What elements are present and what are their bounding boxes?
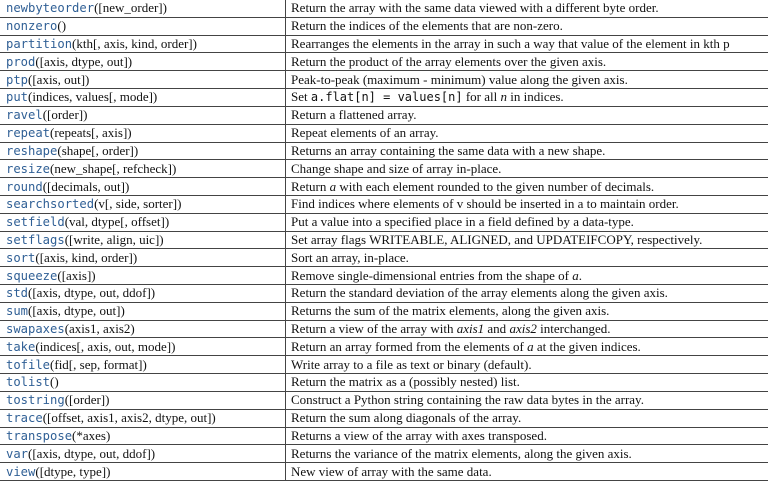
method-signature-cell xyxy=(0,267,286,285)
method-name-link[interactable]: sum xyxy=(6,304,29,319)
description-fragment: . xyxy=(578,267,582,283)
method-description-cell xyxy=(286,17,768,35)
description-fragment: Set xyxy=(291,89,311,105)
method-arguments: ([axis, dtype, out]) xyxy=(28,303,125,319)
method-description: Return the standard deviation of the array elements along the given axis. xyxy=(291,285,668,301)
method-signature-cell xyxy=(0,409,286,427)
method-description-cell xyxy=(286,106,768,124)
method-description: Return a flattened array. xyxy=(291,107,417,123)
method-arguments: ([axis, kind, order]) xyxy=(35,249,138,265)
method-arguments: ([axis, out]) xyxy=(28,71,90,87)
table-row xyxy=(0,463,768,481)
method-description: Change shape and size of array in-place. xyxy=(291,160,502,176)
method-description-cell xyxy=(286,338,768,356)
method-description: Find indices where elements of v should be inserted in a to maintain order. xyxy=(291,196,679,212)
method-description-cell xyxy=(286,409,768,427)
method-name-link[interactable]: resize xyxy=(6,161,51,176)
method-signature-cell xyxy=(0,71,286,89)
description-fragment: in indices. xyxy=(507,89,564,105)
method-signature-cell xyxy=(0,142,286,160)
method-description-cell xyxy=(286,320,768,338)
method-description-cell xyxy=(286,249,768,267)
method-signature-cell xyxy=(0,427,286,445)
table-row xyxy=(0,89,768,107)
method-signature-cell xyxy=(0,53,286,71)
method-description-cell xyxy=(286,0,768,17)
method-arguments: (indices, values[, mode]) xyxy=(28,89,158,105)
method-description: Rearranges the elements in the array in such a way that value of the element in kth p xyxy=(291,36,730,52)
method-signature-cell xyxy=(0,178,286,196)
method-signature-cell xyxy=(0,0,286,17)
method-description: Write array to a file as text or binary (default). xyxy=(291,356,532,372)
method-signature-cell xyxy=(0,35,286,53)
method-name-link[interactable]: nonzero xyxy=(6,19,58,34)
method-description: Returns a view of the array with axes transposed. xyxy=(291,427,547,443)
method-name-link[interactable]: var xyxy=(6,446,29,461)
method-signature-cell xyxy=(0,391,286,409)
description-fragment: axis1 xyxy=(456,321,485,337)
method-description: Return the indices of the elements that are non-zero. xyxy=(291,18,563,34)
method-name-link[interactable]: setfield xyxy=(6,215,65,230)
method-description-cell xyxy=(286,89,768,107)
method-name-link[interactable]: tostring xyxy=(6,393,65,408)
method-name-link[interactable]: setflags xyxy=(6,232,65,247)
table-row xyxy=(0,356,768,374)
method-description: Return the matrix as a (possibly nested) list. xyxy=(291,374,520,390)
method-name-link[interactable]: put xyxy=(6,90,29,105)
method-description: Peak-to-peak (maximum - minimum) value along the given axis. xyxy=(291,71,628,87)
method-arguments: ([offset, axis1, axis2, dtype, out]) xyxy=(42,410,216,426)
method-description-cell xyxy=(286,356,768,374)
method-arguments: ([order]) xyxy=(42,107,88,123)
table-row xyxy=(0,213,768,231)
method-description: Repeat elements of an array. xyxy=(291,125,439,141)
method-signature-cell xyxy=(0,302,286,320)
method-name-link[interactable]: view xyxy=(6,464,36,479)
method-signature-cell xyxy=(0,213,286,231)
method-arguments: (shape[, order]) xyxy=(57,142,139,158)
method-arguments: (indices[, axis, out, mode]) xyxy=(35,338,176,354)
method-description: New view of array with the same data. xyxy=(291,463,492,479)
method-description-cell xyxy=(286,374,768,392)
table-row xyxy=(0,71,768,89)
method-description: Returns an array containing the same data with a new shape. xyxy=(291,142,606,158)
method-arguments: ([axis, dtype, out, ddof]) xyxy=(28,445,156,461)
method-arguments: (fid[, sep, format]) xyxy=(50,356,147,372)
method-description-cell xyxy=(286,53,768,71)
method-name-link[interactable]: round xyxy=(6,179,43,194)
method-arguments: (kth[, axis, kind, order]) xyxy=(72,36,197,52)
method-signature-cell xyxy=(0,463,286,481)
method-description: Returns the sum of the matrix elements, along the given axis. xyxy=(291,303,610,319)
method-name-link[interactable]: tofile xyxy=(6,357,51,372)
method-description-cell xyxy=(286,178,768,196)
method-description-cell xyxy=(286,142,768,160)
table-row xyxy=(0,231,768,249)
table-row xyxy=(0,178,768,196)
method-description-cell xyxy=(286,463,768,481)
method-arguments: (repeats[, axis]) xyxy=(50,125,132,141)
method-signature-cell xyxy=(0,374,286,392)
method-description-cell xyxy=(286,391,768,409)
table-row xyxy=(0,285,768,303)
table-row xyxy=(0,35,768,53)
method-description: Set array flags WRITEABLE, ALIGNED, and UPDATEIFCOPY, respectively. xyxy=(291,231,703,247)
table-row xyxy=(0,0,768,17)
method-description-cell xyxy=(286,285,768,303)
method-signature-cell xyxy=(0,195,286,213)
description-fragment: Remove single-dimensional entries from the shape of xyxy=(291,267,573,283)
description-fragment: Return a view of the array with xyxy=(291,321,457,337)
description-fragment: at the given indices. xyxy=(533,338,641,354)
method-signature-cell xyxy=(0,249,286,267)
method-name-link[interactable]: swapaxes xyxy=(6,322,65,337)
method-description-cell xyxy=(286,195,768,213)
method-name-link[interactable]: transpose xyxy=(6,428,73,443)
method-signature-cell xyxy=(0,445,286,463)
method-arguments: ([new_order]) xyxy=(94,0,167,16)
method-arguments: ([write, align, uic]) xyxy=(64,231,164,247)
table-row xyxy=(0,106,768,124)
method-name-link[interactable]: trace xyxy=(6,411,43,426)
description-fragment: axis2 xyxy=(509,321,537,337)
method-name-link[interactable]: repeat xyxy=(6,126,51,141)
method-description-cell xyxy=(286,231,768,249)
description-fragment: for all xyxy=(462,89,501,105)
method-arguments: ([decimals, out]) xyxy=(42,178,130,194)
method-description-cell xyxy=(286,124,768,142)
table-row xyxy=(0,409,768,427)
description-fragment: a xyxy=(527,338,534,354)
description-fragment: a xyxy=(572,267,579,283)
method-arguments: (v[, side, sorter]) xyxy=(94,196,182,212)
method-arguments: ([axis, dtype, out, ddof]) xyxy=(28,285,156,301)
method-arguments: ([order]) xyxy=(64,392,110,408)
method-arguments: (axis1, axis2) xyxy=(64,321,135,337)
method-arguments: ([axis, dtype, out]) xyxy=(35,53,133,69)
table-row xyxy=(0,338,768,356)
method-description-cell xyxy=(286,71,768,89)
method-arguments: () xyxy=(57,18,67,34)
description-fragment: a.flat[n] = values[n] xyxy=(310,90,463,105)
method-arguments: () xyxy=(50,374,59,390)
method-signature-cell xyxy=(0,338,286,356)
method-signature-cell xyxy=(0,106,286,124)
description-fragment: interchanged. xyxy=(536,321,611,337)
method-name-link[interactable]: squeeze xyxy=(6,268,58,283)
table-row xyxy=(0,320,768,338)
method-description-cell xyxy=(286,213,768,231)
table-row xyxy=(0,17,768,35)
method-name-link[interactable]: partition xyxy=(6,37,73,52)
method-description: Construct a Python string containing the raw data bytes in the array. xyxy=(291,392,644,408)
table-row xyxy=(0,142,768,160)
method-description: Return the array with the same data viewed with a different byte order. xyxy=(291,0,659,16)
method-description: Returns the variance of the matrix elements, along the given axis. xyxy=(291,445,632,461)
method-description: Put a value into a specified place in a field defined by a data-type. xyxy=(291,214,634,230)
table-row xyxy=(0,391,768,409)
description-fragment: a xyxy=(329,178,337,194)
table-row xyxy=(0,160,768,178)
method-name-link[interactable]: prod xyxy=(6,54,36,69)
method-description: Return the product of the array elements over the given axis. xyxy=(291,53,607,69)
method-signature-cell xyxy=(0,356,286,374)
method-arguments: (val, dtype[, offset]) xyxy=(64,214,170,230)
table-row xyxy=(0,124,768,142)
method-name-link[interactable]: sort xyxy=(6,250,36,265)
method-signature-cell xyxy=(0,320,286,338)
method-arguments: (*axes) xyxy=(72,427,111,443)
table-row xyxy=(0,249,768,267)
method-description: Return the sum along diagonals of the array. xyxy=(291,410,522,426)
method-description-cell xyxy=(286,267,768,285)
table-row xyxy=(0,302,768,320)
method-name-link[interactable]: ptp xyxy=(6,72,29,87)
method-description-cell xyxy=(286,302,768,320)
table-row xyxy=(0,53,768,71)
method-name-link[interactable]: ravel xyxy=(6,108,43,123)
method-arguments: ([dtype, type]) xyxy=(35,463,111,479)
method-signature-cell xyxy=(0,124,286,142)
method-description-cell xyxy=(286,160,768,178)
method-signature-cell xyxy=(0,285,286,303)
table-row xyxy=(0,195,768,213)
description-fragment: and xyxy=(484,321,510,337)
method-description-cell xyxy=(286,427,768,445)
method-name-link[interactable]: std xyxy=(6,286,29,301)
method-name-link[interactable]: take xyxy=(6,339,36,354)
description-fragment: Return an array formed from the elements of xyxy=(291,338,528,354)
method-description-cell xyxy=(286,35,768,53)
method-signature-cell xyxy=(0,89,286,107)
method-signature-cell xyxy=(0,160,286,178)
method-arguments: (new_shape[, refcheck]) xyxy=(50,160,177,176)
method-name-link[interactable]: reshape xyxy=(6,143,58,158)
description-fragment: n xyxy=(500,89,507,105)
method-signature-cell xyxy=(0,17,286,35)
table-row xyxy=(0,427,768,445)
method-name-link[interactable]: newbyteorder xyxy=(6,1,95,16)
description-fragment: Return xyxy=(291,178,330,194)
table-row xyxy=(0,445,768,463)
method-description-cell xyxy=(286,445,768,463)
method-name-link[interactable]: tolist xyxy=(6,375,51,390)
table-row xyxy=(0,267,768,285)
method-arguments: ([axis]) xyxy=(57,267,96,283)
table-row xyxy=(0,374,768,392)
method-signature-cell xyxy=(0,231,286,249)
method-description: Sort an array, in-place. xyxy=(291,249,409,265)
description-fragment: with each element rounded to the given number of decimals. xyxy=(336,178,655,194)
method-name-link[interactable]: searchsorted xyxy=(6,197,95,212)
